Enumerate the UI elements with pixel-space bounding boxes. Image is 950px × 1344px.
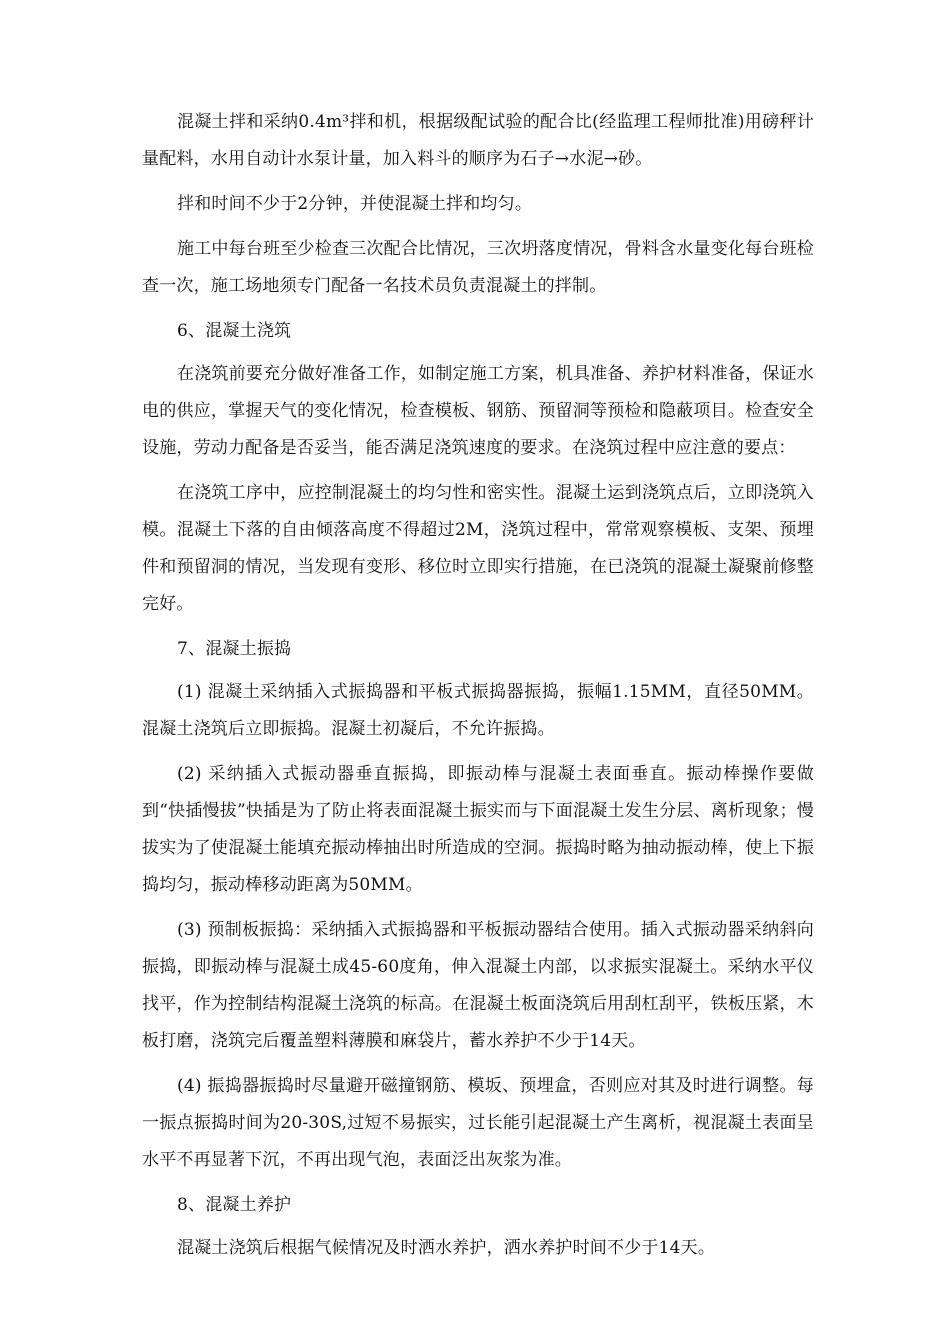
paragraph-pouring-preparation: 在浇筑前要充分做好准备工作，如制定施工方案，机具准备、养护材料准备，保证水电的供应，掌握天气的变化情况，检查模板、钢筋、预留洞等预检和隐蔽项目。检查安全设施，劳动力配备是否妥当，能否满足浇筑速度的要求。在浇筑过程中应注意的要点： [142, 364, 814, 458]
paragraph-mixing-time: 拌和时间不少于2分钟，并使混凝土拌和均匀。 [177, 194, 533, 214]
paragraph-mixing: 混凝土拌和采纳0.4m³拌和机，根据级配试验的配合比(经监理工程师批准)用磅秤计量配料，水用自动计水泵计量，加入料斗的顺序为石子→水泥→砂。 [142, 112, 814, 169]
paragraph-vibration-1: (1) 混凝土采纳插入式振捣器和平板式振捣器振捣，振幅1.15MM，直径50MM。混凝土浇筑后立即振捣。混凝土初凝后，不允许振捣。 [142, 682, 814, 739]
section-heading-curing: 8、混凝土养护 [177, 1195, 292, 1215]
section-heading-vibration: 7、混凝土振捣 [177, 639, 292, 659]
paragraph-pouring-process: 在浇筑工序中，应控制混凝土的均匀性和密实性。混凝土运到浇筑点后，立即浇筑入模。混凝土下落的自由倾落高度不得超过2M，浇筑过程中，常常观察模板、支架、预埋件和预留洞的情况，当发现有变形、移位时立即实行措施，在已浇筑的混凝土凝聚前修整完好。 [142, 483, 814, 614]
paragraph-vibration-3: (3) 预制板振捣：采纳插入式振捣器和平板振动器结合使用。插入式振动器采纳斜向振捣，即振动棒与混凝土成45-60度角，伸入混凝土内部，以求振实混凝土。采纳水平仪找平，作为控制结构混凝土浇筑的标高。在混凝土板面浇筑后用刮杠刮平，铁板压紧，木板打磨，浇筑完后覆盖塑料薄膜和麻袋片，蓄水养护不少于14天。 [142, 920, 814, 1051]
paragraph-vibration-4: (4) 振捣器振捣时尽量避开磁撞钢筋、模坂、预埋盒，否则应对其及时进行调整。每一振点振捣时间为20-30S,过短不易振实，过长能引起混凝土产生离析，视混凝土表面呈水平不再显著下沉，不再出现气泡，表面泛出灰浆为准。 [142, 1076, 814, 1170]
section-heading-pouring: 6、混凝土浇筑 [177, 321, 292, 341]
paragraph-vibration-2: (2) 采纳插入式振动器垂直振捣，即振动棒与混凝土表面垂直。振动棒操作要做到“快插慢拔”快插是为了防止将表面混凝土振实而与下面混凝土发生分层、离析现象；慢拔实为了使混凝土能填充振动棒抽出时所造成的空洞。振捣时略为抽动振动棒，使上下振捣均匀，振动棒移动距离为50MM。 [142, 764, 814, 895]
document-body [142, 104, 814, 1275]
paragraph-curing: 混凝土浇筑后根据气候情况及时洒水养护，洒水养护时间不少于14天。 [177, 1238, 716, 1258]
paragraph-inspection: 施工中每台班至少检查三次配合比情况，三次坍落度情况，骨料含水量变化每台班检查一次，施工场地须专门配备一名技术员负责混凝土的拌制。 [142, 239, 814, 296]
